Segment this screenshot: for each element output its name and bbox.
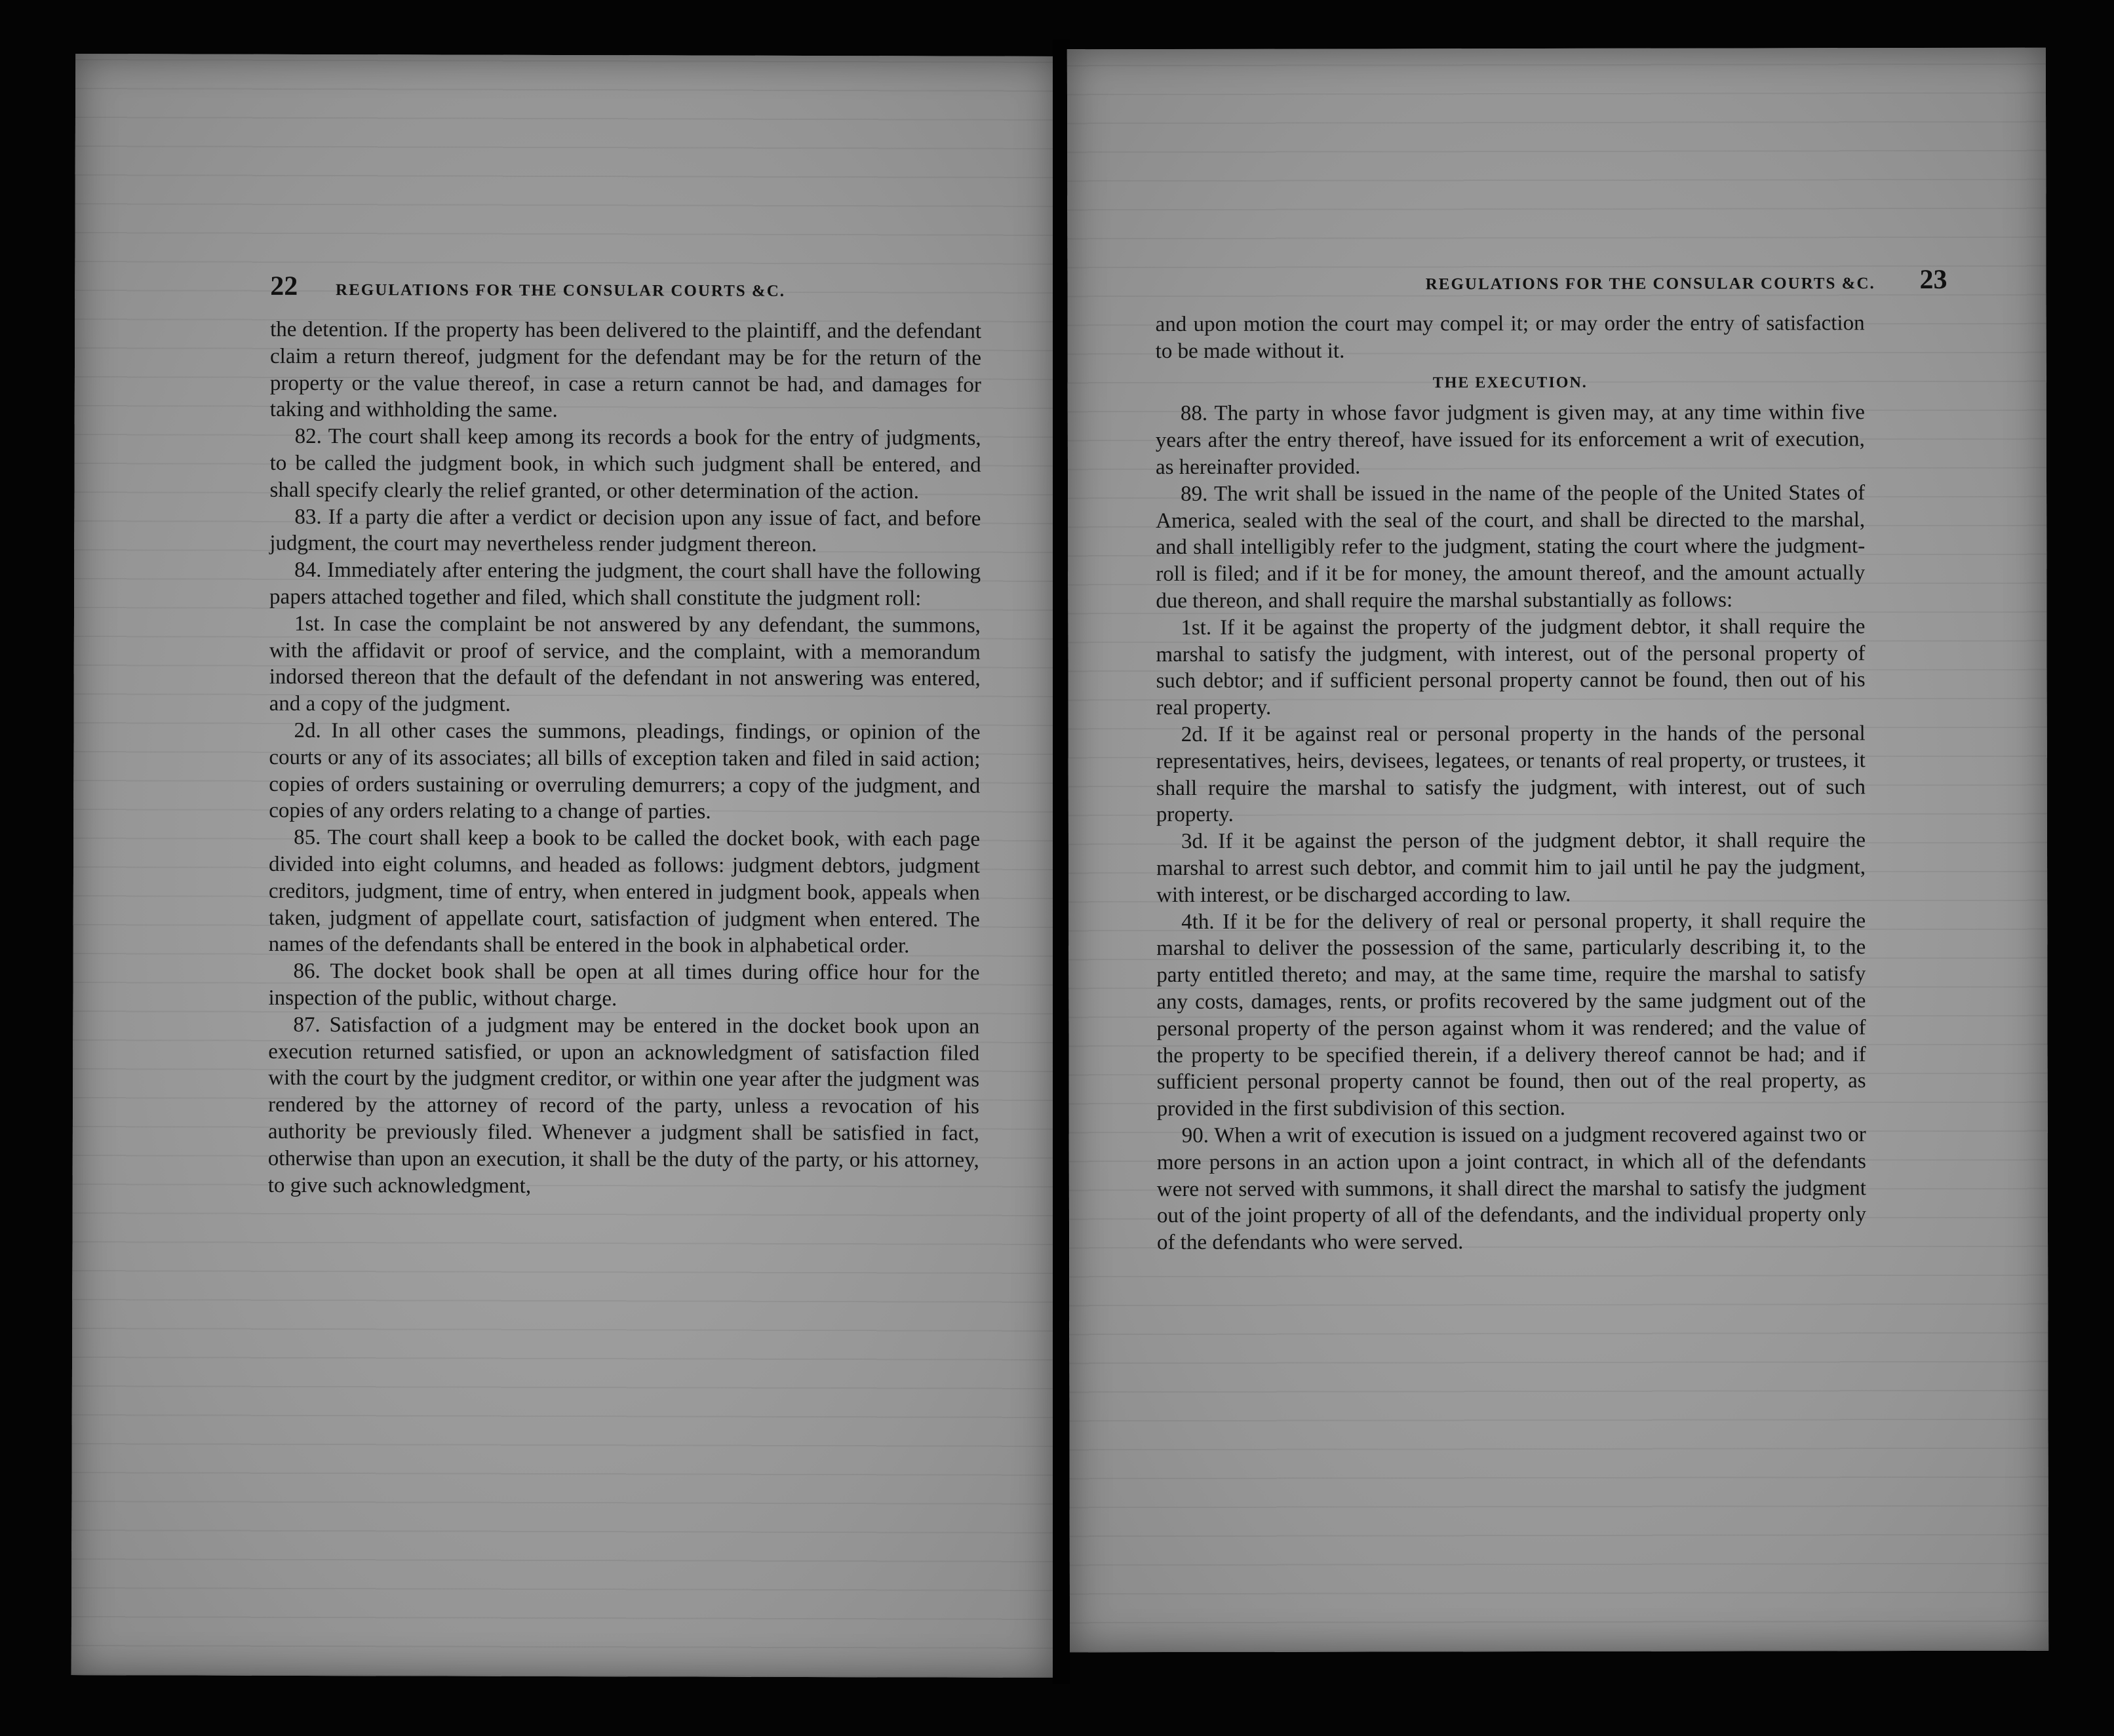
section-heading: THE EXECUTION. xyxy=(1432,374,1588,391)
right-page-number: 23 xyxy=(1919,264,1948,296)
left-paragraph: the detention. If the property has been delivered to the plaintiff, and the defendant claim a return thereof, judgment for the defendant may be for the return of the property or the value thereof, in case a return cannot be had, and damages for taking and withholding the same. xyxy=(269,317,982,423)
right-paragraph: 4th. If it be for the delivery of real or personal property, it shall require the marshal to deliver the possession of the same, particularly describing it, to the party entitled thereto; and may, at the same time, require the marshal to satisfy any costs, damages, rents, or profits recovered by the same judgment out of the personal property of the person against whom it was rendered; and the value of the property to be specified therein, if a delivery thereof cannot be had; and if sufficient personal property cannot be found, then out of the real property, as provided in the first subdivision of this section. xyxy=(1156,908,1866,1121)
right-paragraph: and upon motion the court may compel it; or may order the entry of satisfaction to be made without it. xyxy=(1155,311,1865,363)
left-body-text xyxy=(268,317,982,1201)
right-running-head xyxy=(1232,264,1947,297)
left-paragraph: 87. Satisfaction of a judgment may be entered in the docket book upon an execution returned satisfied, or upon an acknowledgment of satisfaction filed with the court by the judgment creditor, or within one year after the judgment was rendered by the attorney of record of the party, unless a revocation of his authority be previously filed. Whenever a judgment shall be satisfied in fact, otherwise than upon an execution, it shall be the duty of the party, or his attorney, to give such acknowledgment, xyxy=(267,1013,980,1198)
right-paragraph: 1st. If it be against the property of the judgment debtor, it shall require the marshal to satisfy the judgment, with interest, out of the personal property of such debtor; and if sufficient personal property cannot be found, then out of his real property. xyxy=(1156,614,1866,720)
right-paragraph: 2d. If it be against real or personal property in the hands of the personal representatives, heirs, devisees, legatees, or tenants of real property, or trustees, it shall require the marshal to satisfy the judgment, with interest, out of such property. xyxy=(1156,722,1866,827)
right-paragraph: 90. When a writ of execution is issued on a judgment recovered against two or more persons in an action upon a joint contract, in which all of the defendants were not served with summons, it shall direct the marshal to satisfy the judgment out of the joint property of all of the defendants, and the individual property only of the defendants who were served. xyxy=(1156,1123,1867,1255)
left-paragraph: 86. The docket book shall be open at all times during office hour for the inspection of the public, without charge. xyxy=(268,959,980,1011)
left-paragraph: 1st. In case the complaint be not answered by any defendant, the summons, with the affidavit or proof of service, and the complaint, with a memorandum indorsed thereon that the default of the defendant in not answering was entered, and a copy of the judgment. xyxy=(269,611,981,716)
left-paragraph: 84. Immediately after entering the judgment, the court shall have the following papers attached together and filed, which shall constitute the judgment roll: xyxy=(269,558,981,611)
right-paragraph: 89. The writ shall be issued in the name of the people of the United States of America, sealed with the seal of the court, and shall be directed to the marshal, and shall intelligibly refer to the judgment, stating the court where the judgment-roll is filed; and if it be for money, the amount thereof, and the amount actually due thereon, and shall require the marshal substantially as follows: xyxy=(1156,480,1866,613)
right-running-title: REGULATIONS FOR THE CONSULAR COURTS &C. xyxy=(1425,275,1875,294)
right-page xyxy=(1067,48,2048,1653)
left-running-head xyxy=(270,271,965,304)
right-paragraph: 3d. If it be against the person of the judgment debtor, it shall require the marshal to arrest such debtor, and commit him to jail until he pay the judgment, with interest, or be discharged according to law. xyxy=(1156,828,1866,907)
right-paragraph: 88. The party in whose favor judgment is given may, at any time within five years after the entry thereof, have issued for its enforcement a writ of execution, as hereinafter provided. xyxy=(1155,400,1865,480)
left-paragraph: 83. If a party die after a verdict or decision upon any issue of fact, and before judgment, the court may nevertheless render judgment thereon. xyxy=(269,505,981,557)
left-paragraph: 85. The court shall keep a book to be called the docket book, with each page divided into eight columns, and headed as follows: judgment debtors, judgment creditors, judgment, time of entry, when entered in judgment book, appeals when taken, judgment of appellate court, satisfaction of judgment when entered. The names of the defendants shall be entered in the book in alphabetical order. xyxy=(268,826,981,958)
left-running-title: REGULATIONS FOR THE CONSULAR COURTS &C. xyxy=(336,281,786,300)
left-page-number: 22 xyxy=(270,271,298,301)
left-paragraph: 82. The court shall keep among its records a book for the entry of judgments, to be called the judgment book, in which such judgment shall be entered, and shall specify clearly the relief granted, or other determination of the action. xyxy=(269,425,981,504)
left-page xyxy=(71,54,1057,1678)
right-body-text xyxy=(1156,310,1867,1256)
left-paragraph: 2d. In all other cases the summons, pleadings, findings, or opinion of the courts or any of its associates; all bills of exception taken and filed in said action; copies of orders sustaining or overruling demurrers; a copy of the judgment, and copies of any orders relating to a change of parties. xyxy=(269,718,981,824)
